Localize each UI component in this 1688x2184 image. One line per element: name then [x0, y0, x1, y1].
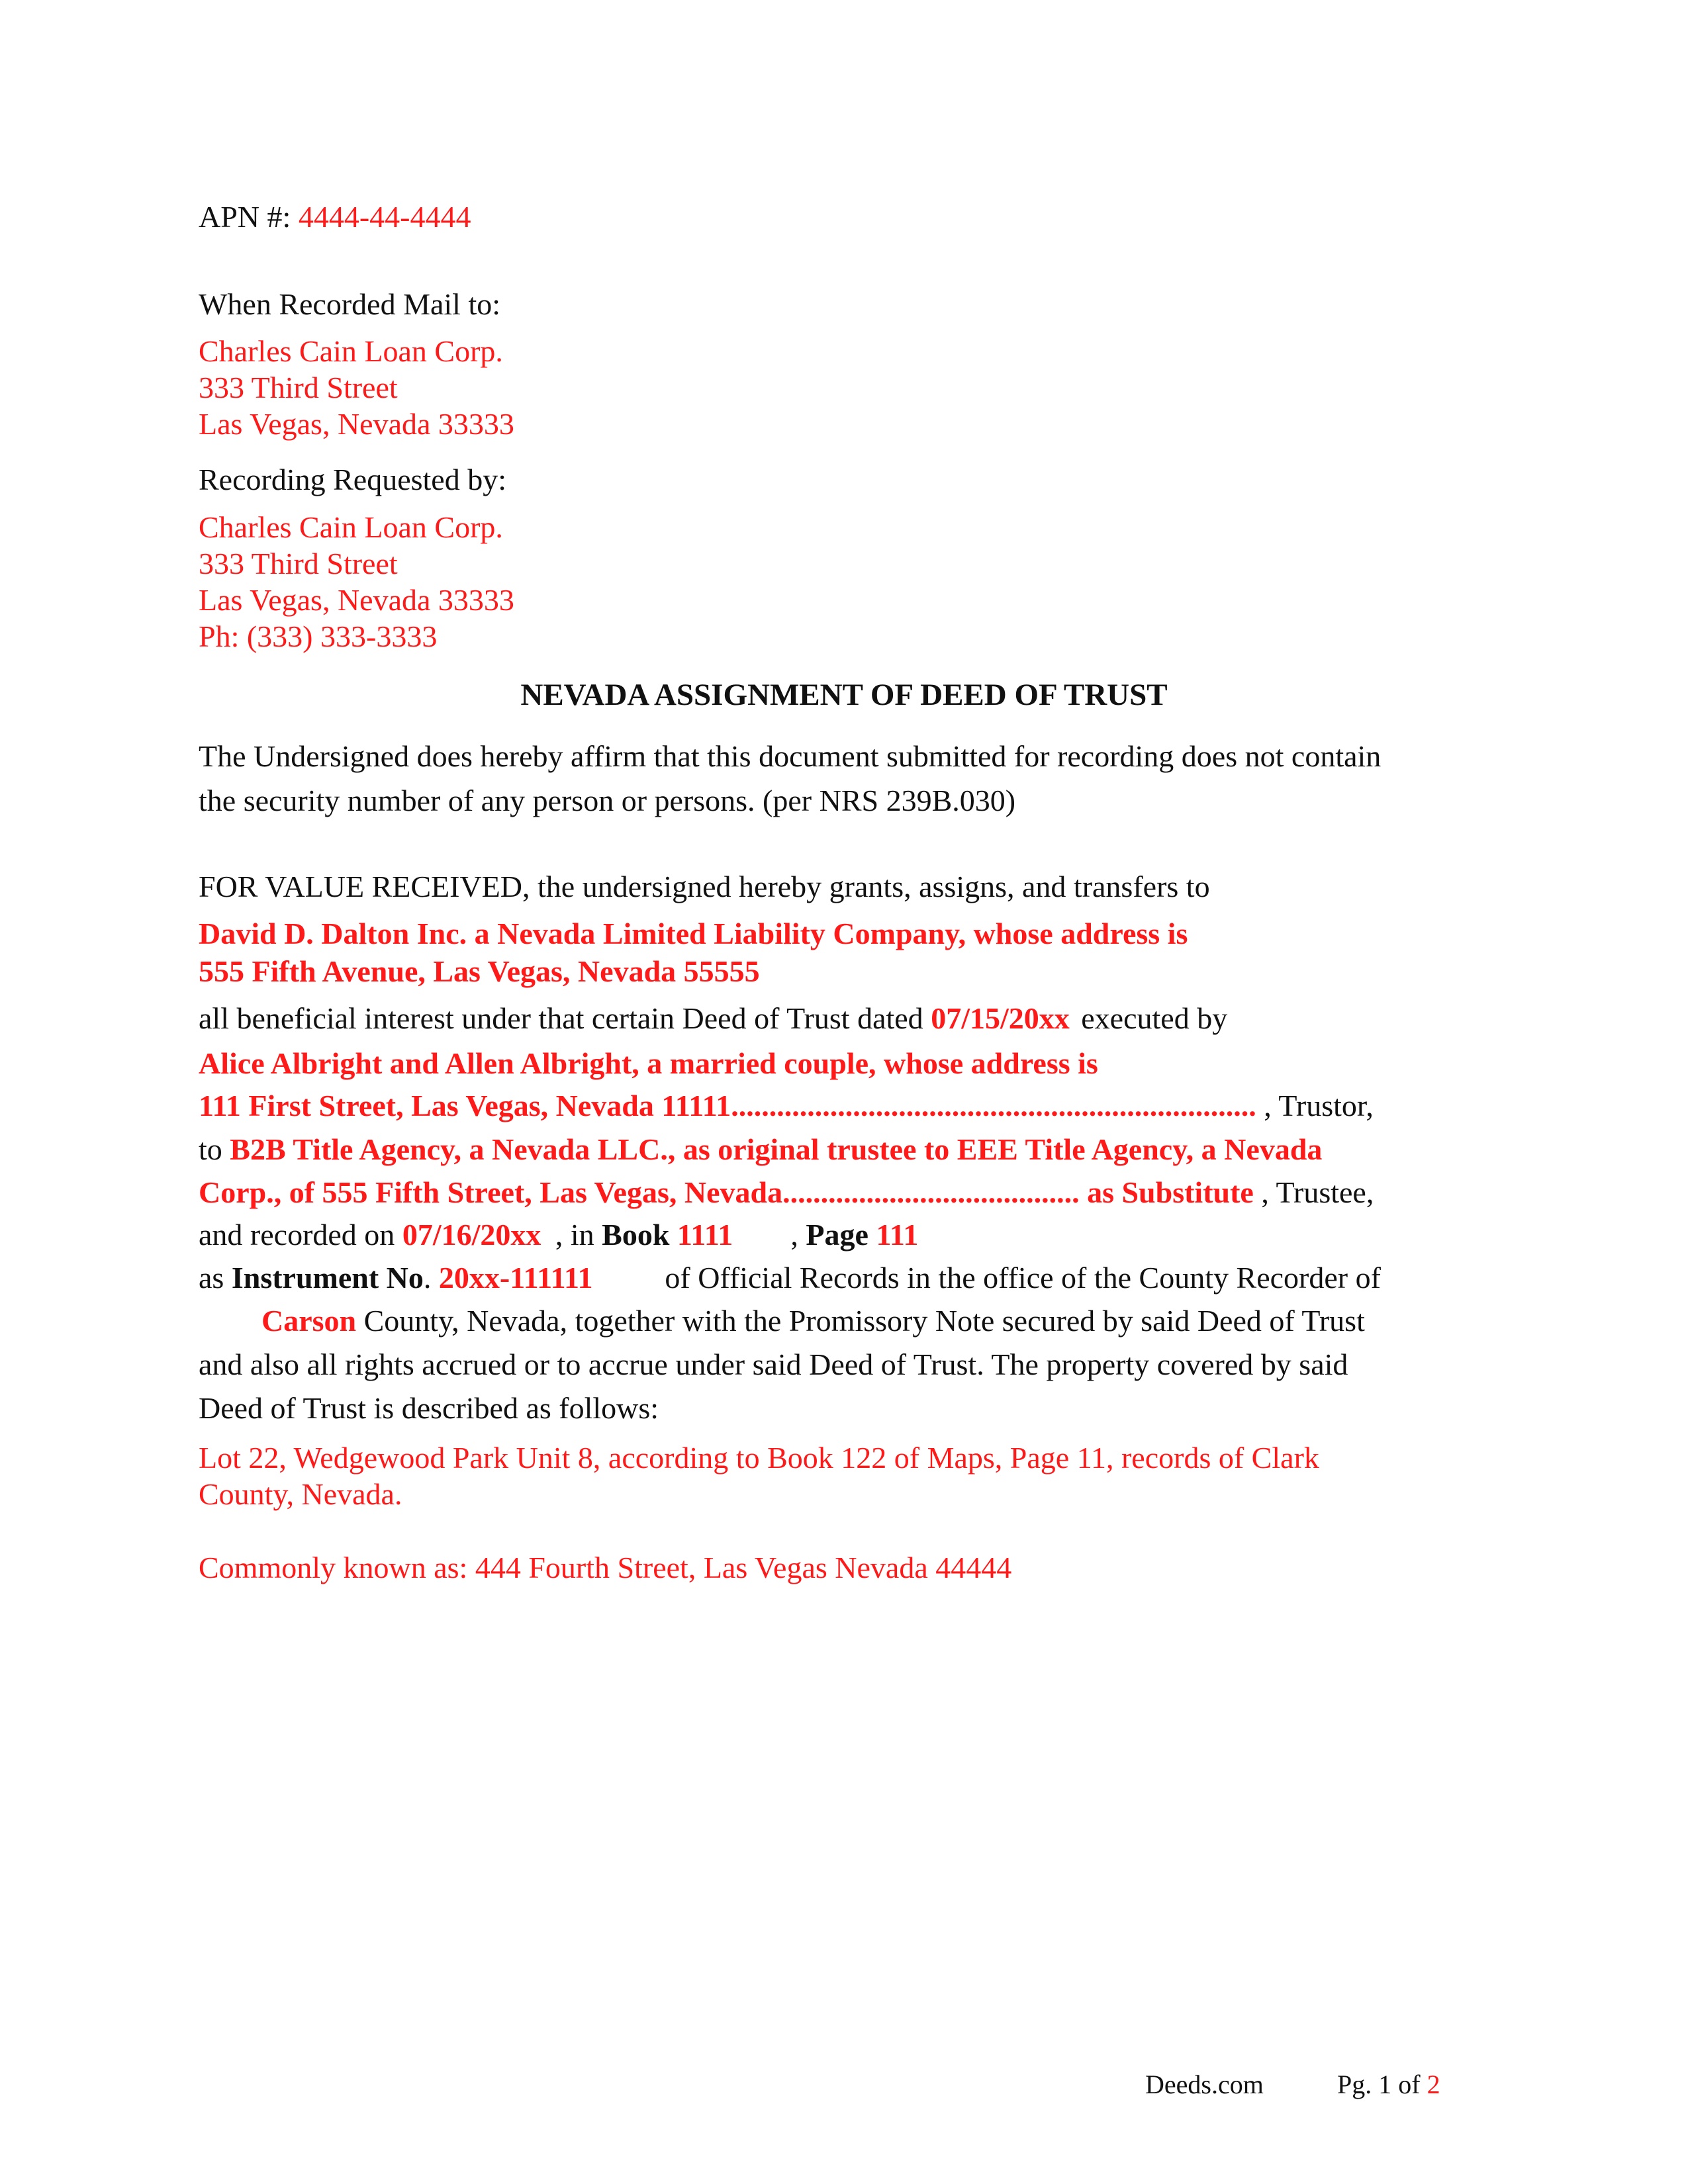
mail-to-city: Las Vegas, Nevada 33333 — [199, 407, 514, 441]
trustee-text-2: Corp., of 555 Fifth Street, Las Vegas, Nevada....................................... as Substitute — [199, 1175, 1254, 1209]
requested-by-phone: Ph: (333) 333-3333 — [199, 619, 438, 653]
requested-by-city: Las Vegas, Nevada 33333 — [199, 583, 514, 617]
mail-to-street: 333 Third Street — [199, 371, 398, 404]
described-line: Deed of Trust is described as follows: — [199, 1391, 659, 1425]
trustee-label: , Trustee, — [1261, 1175, 1374, 1209]
recorded-line — [199, 1220, 918, 1250]
apn-label: APN #: — [199, 200, 291, 234]
intro-line: FOR VALUE RECEIVED, the undersigned hereby grants, assigns, and transfers to — [199, 870, 1210, 903]
footer-page-label: Pg. 1 of — [1337, 2070, 1421, 2099]
affirmation-line-2: the security number of any person or persons. (per NRS 239B.030) — [199, 784, 1016, 817]
legal-description-line-2: County, Nevada. — [199, 1477, 402, 1511]
in-label: , in — [555, 1218, 594, 1251]
deed-date: 07/15/20xx — [931, 1001, 1070, 1035]
assignee-line-2: 555 Fifth Avenue, Las Vegas, Nevada 55555 — [199, 954, 760, 988]
trustor-line-1: Alice Albright and Allen Albright, a married couple, whose address is — [199, 1046, 1098, 1080]
instrument-dot: . — [423, 1261, 432, 1295]
to-label: to — [199, 1132, 222, 1166]
requested-by-name: Charles Cain Loan Corp. — [199, 510, 503, 544]
executed-by: executed by — [1081, 1001, 1228, 1035]
footer-page-number — [1337, 2071, 1440, 2098]
official-records: of Official Records in the office of the County Recorder of — [665, 1261, 1381, 1295]
instrument-value: 20xx-111111 — [438, 1261, 593, 1295]
apn-line — [199, 202, 471, 232]
page-sep: , — [790, 1218, 798, 1251]
recorded-date: 07/16/20xx — [402, 1218, 541, 1251]
trustor-label: , Trustor, — [1264, 1089, 1374, 1122]
county-value: Carson — [261, 1304, 357, 1338]
recorded-on-label: and recorded on — [199, 1218, 395, 1251]
footer-brand: Deeds.com — [1145, 2070, 1264, 2099]
interest-text: all beneficial interest under that certain Deed of Trust dated — [199, 1001, 923, 1035]
as-label: as — [199, 1261, 224, 1295]
page-value: 111 — [876, 1218, 919, 1251]
mail-to-label: When Recorded Mail to: — [199, 287, 501, 321]
trustee-text-1: B2B Title Agency, a Nevada LLC., as original trustee to EEE Title Agency, a Nevada — [230, 1132, 1323, 1166]
instrument-line — [199, 1263, 1381, 1293]
trustor-address: 111 First Street, Las Vegas, Nevada 11111..................................................................... — [199, 1089, 1256, 1122]
interest-line — [199, 1003, 1227, 1034]
apn-value: 4444-44-4444 — [298, 200, 471, 234]
requested-by-street: 333 Third Street — [199, 547, 398, 580]
footer-page-total: 2 — [1427, 2070, 1440, 2099]
book-value: 1111 — [677, 1218, 733, 1251]
mail-to-name: Charles Cain Loan Corp. — [199, 334, 503, 368]
instrument-label: Instrument No — [231, 1261, 424, 1295]
book-label: Book — [602, 1218, 670, 1251]
rights-line: and also all rights accrued or to accrue under said Deed of Trust. The property covered by said — [199, 1347, 1348, 1381]
page-label: Page — [806, 1218, 868, 1251]
document-title: NEVADA ASSIGNMENT OF DEED OF TRUST — [520, 678, 1168, 712]
assignee-line-1: David D. Dalton Inc. a Nevada Limited Liability Company, whose address is — [199, 917, 1188, 950]
trustee-line-2 — [199, 1177, 1374, 1208]
county-text: County, Nevada, together with the Promissory Note secured by said Deed of Trust — [363, 1304, 1365, 1338]
legal-description-line-1: Lot 22, Wedgewood Park Unit 8, according to Book 122 of Maps, Page 11, records of Clark — [199, 1441, 1319, 1475]
county-line — [261, 1306, 1365, 1336]
trustee-line-1 — [199, 1134, 1322, 1165]
affirmation-line-1: The Undersigned does hereby affirm that this document submitted for recording does not contain — [199, 739, 1382, 773]
requested-by-label: Recording Requested by: — [199, 463, 507, 496]
trustor-line-2 — [199, 1091, 1374, 1121]
commonly-known-line: Commonly known as: 444 Fourth Street, Las Vegas Nevada 44444 — [199, 1551, 1012, 1584]
